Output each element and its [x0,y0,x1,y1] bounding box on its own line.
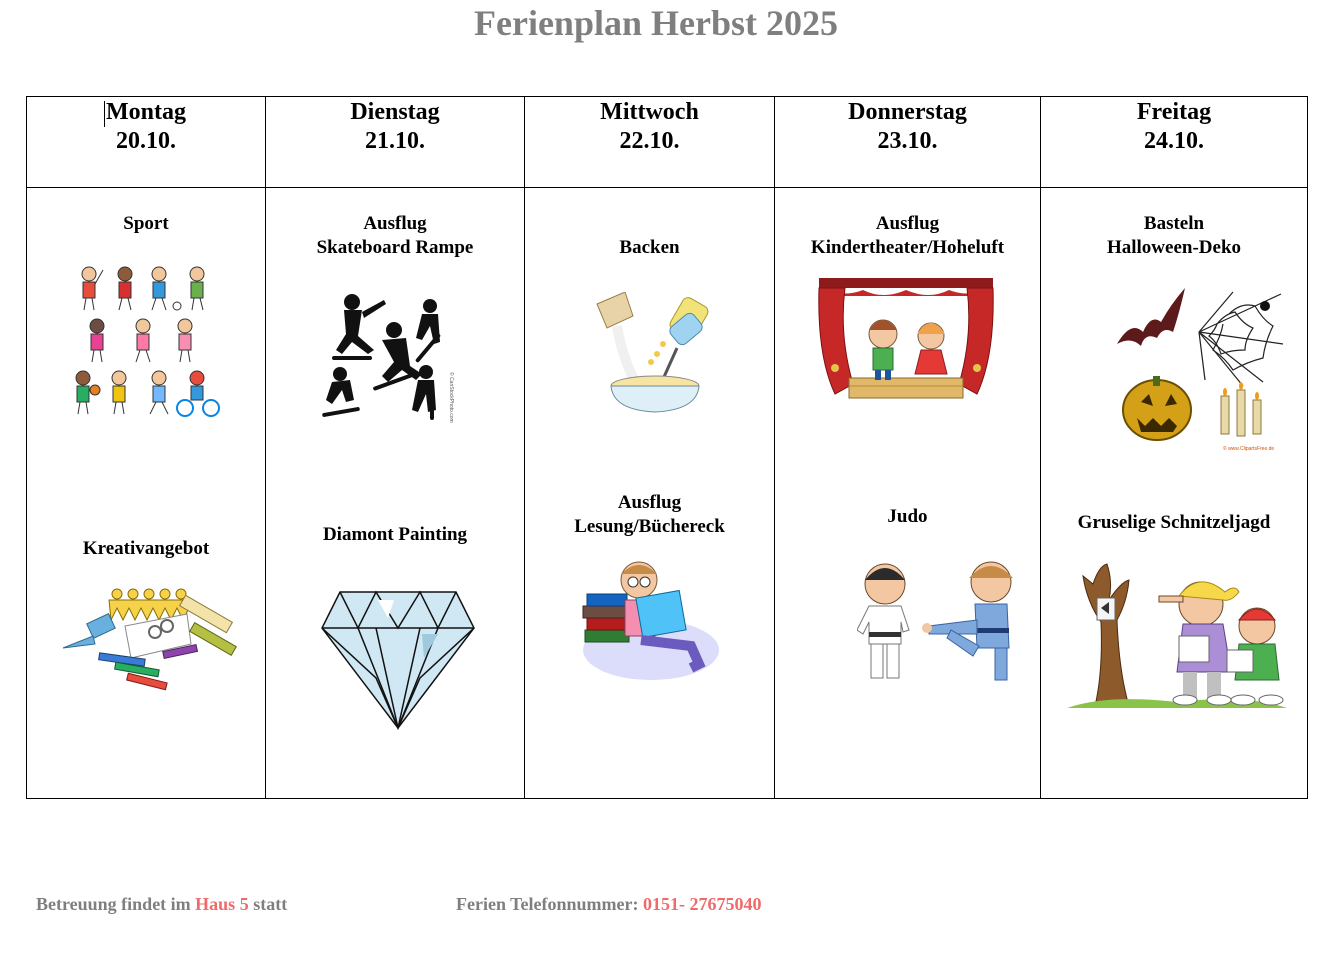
text-cursor [104,101,105,127]
day-date: 22.10. [619,128,680,154]
skateboarder-silhouettes-icon [318,292,458,428]
header-row [27,97,1308,188]
activity-label: Halloween-Deko [1106,237,1242,258]
page-title: Ferienplan Herbst 2025 [474,3,838,43]
kids-sports-icon [73,262,223,418]
activity-afternoon [525,491,774,539]
day-header-tuesday [266,97,525,188]
activity-label: Sport [123,213,169,234]
day-header-thursday [775,97,1041,188]
day-name: Mittwoch [600,99,699,125]
day-cell-monday [27,188,266,799]
day-header-monday [27,97,266,188]
scavenger-hunt-icon [1067,562,1287,712]
activity-label: Kreativangebot [82,538,210,559]
phone-label: Ferien Telefonnummer: [456,894,643,914]
activity-label: Ausflug [363,213,427,234]
activity-label: Ausflug [875,213,940,234]
location-highlight: Haus 5 [195,894,249,914]
halloween-decor-icon [1113,284,1291,454]
copyright-text: © www.ClipartsFree.de [1223,446,1275,452]
activity-morning [775,212,1040,260]
day-cell-tuesday [266,188,525,799]
activity-label: Lesung/Büchereck [574,516,725,537]
footer-text: statt [248,894,288,914]
day-date: 23.10. [877,128,938,154]
baking-bowl-icon [591,292,713,416]
day-cell-friday [1041,188,1308,799]
craft-supplies-icon [59,586,239,696]
footer-location [36,894,287,915]
day-cell-thursday [775,188,1041,799]
activity-label: Diamont Painting [322,524,468,545]
activity-afternoon [27,537,265,561]
reading-child-icon [581,560,721,682]
phone-number: 0151- 27675040 [642,894,762,914]
activity-label: Judo [887,506,928,527]
activity-morning [1041,212,1307,260]
schedule-table [26,96,1308,799]
footer-text: Betreuung findet im [36,894,196,914]
copyright-text: © CanStockPhoto.com [448,372,454,423]
day-name: Freitag [1136,99,1212,125]
activity-afternoon [266,523,524,547]
activity-label: Skateboard Rampe [316,237,474,258]
day-name: Donnerstag [848,99,967,125]
activity-label: Basteln [1143,213,1205,234]
day-name: Montag [106,99,186,125]
activity-afternoon [1041,511,1307,535]
activity-afternoon [775,505,1040,529]
diamond-icon [318,588,478,732]
day-date: 24.10. [1144,128,1204,154]
theater-stage-icon [813,276,999,406]
activity-morning [27,212,265,236]
day-header-wednesday [525,97,775,188]
activity-label: Ausflug [617,492,682,513]
footer-phone [456,894,761,915]
day-header-friday [1041,97,1308,188]
activities-row [27,188,1308,799]
day-name: Dienstag [350,99,440,125]
activity-label: Backen [619,237,680,258]
activity-label: Gruselige Schnitzeljagd [1077,512,1271,533]
activity-morning [525,236,774,260]
day-date: 20.10. [116,128,176,154]
day-cell-wednesday [525,188,775,799]
day-date: 21.10. [365,128,425,154]
judo-kids-icon [857,560,1023,690]
activity-label: Kindertheater/Hoheluft [810,237,1005,258]
activity-morning [266,212,524,260]
